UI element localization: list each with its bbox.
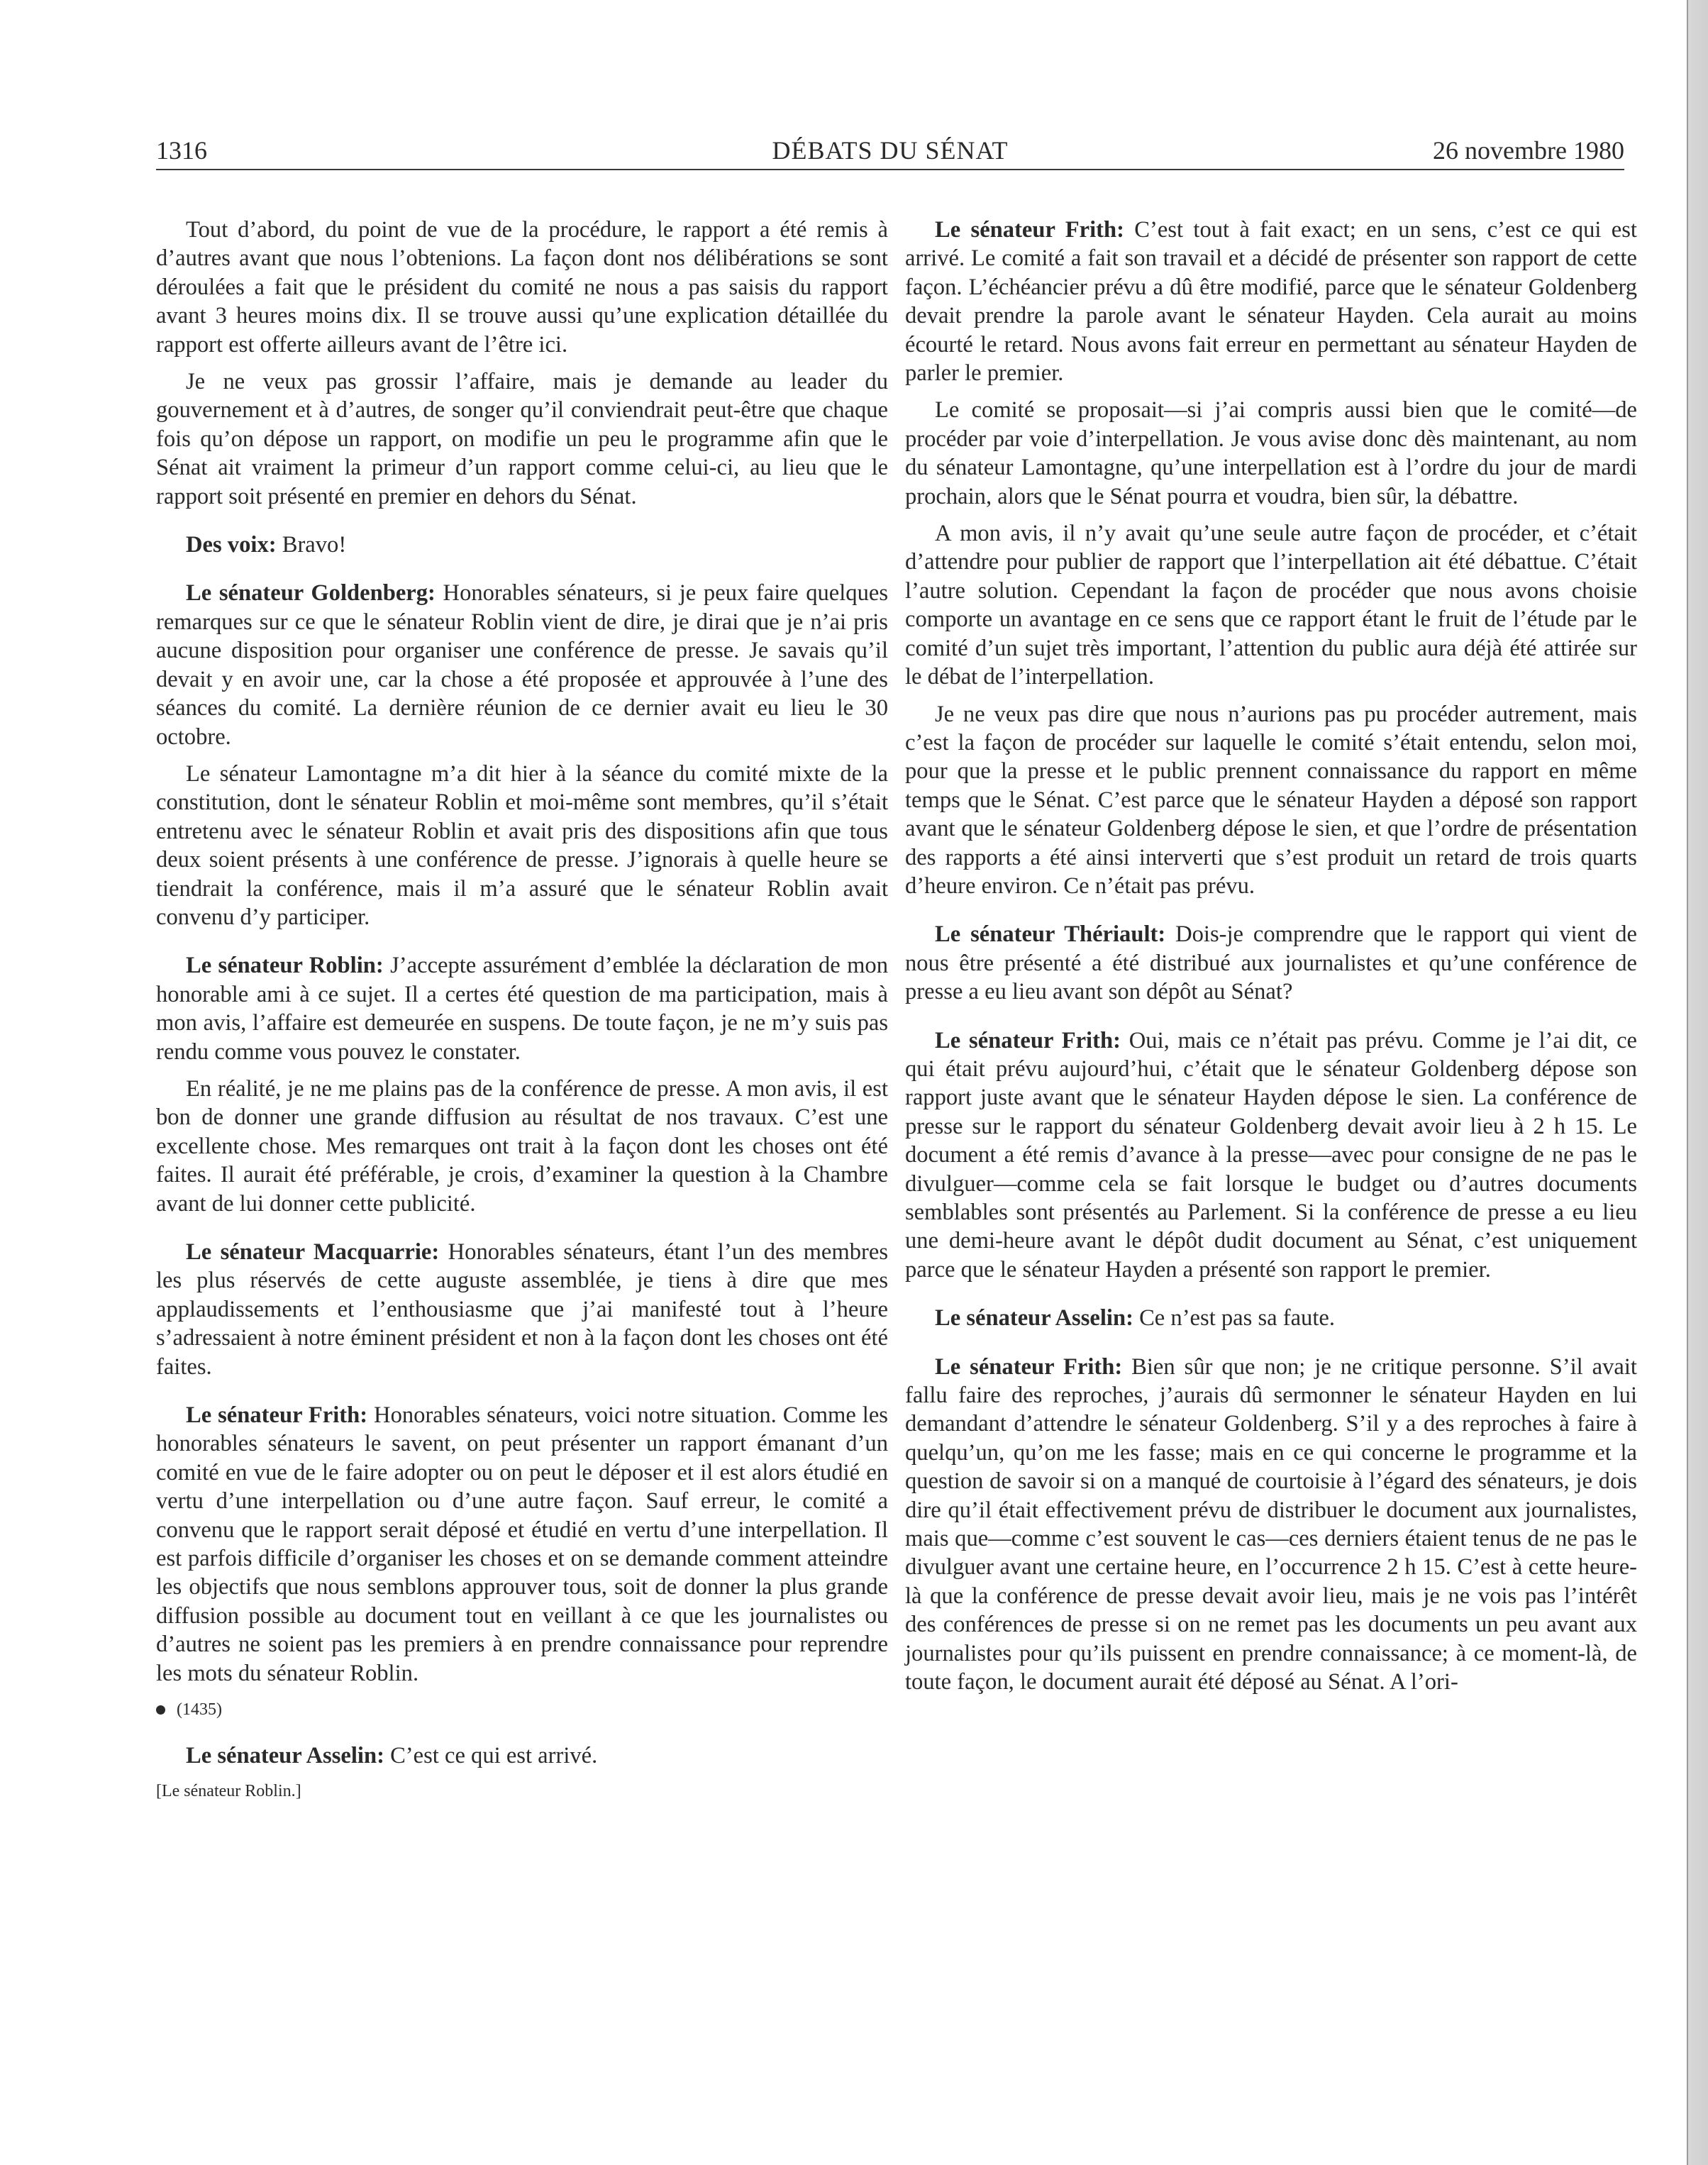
speech-text: Dois-je comprendre que le rapport qui vient de nous être présenté a été distribué aux journalistes et qu’une conférence de presse a eu lieu avant son dépôt au Sénat? — [905, 921, 1637, 1005]
speech-paragraph — [905, 1026, 1637, 1285]
speaker-name: Le sénateur Frith: — [935, 217, 1124, 243]
speaker-name: Le sénateur Goldenberg: — [186, 580, 436, 607]
speaker-name: Le sénateur Frith: — [935, 1027, 1121, 1053]
time-marker-text: (1435) — [177, 1700, 222, 1720]
header-rule — [156, 169, 1624, 170]
speaker-name: Le sénateur Asselin: — [186, 1743, 384, 1769]
bullet-dot-icon — [156, 1705, 165, 1715]
speech-paragraph — [156, 1401, 888, 1688]
left-column — [156, 216, 888, 1803]
paragraph: Le sénateur Lamontagne m’a dit hier à la séance du comité mixte de la constitution, dont le sénateur Roblin et moi-même sont membres, qu’il s’était entretenu avec le sénateur Roblin et avait pris des dispositions afin que tous deux soient présents à une conférence de presse. J’ignorais à quelle heure se tiendrait la conférence, mais il m’a assuré que le sénateur Roblin avait convenu d’y participer. — [156, 760, 888, 930]
speaker-name: Le sénateur Thériault: — [935, 921, 1166, 948]
footnote: [Le sénateur Roblin.] — [156, 1781, 301, 1800]
paragraph: Tout d’abord, du point de vue de la procédure, le rapport a été remis à d’autres avant que nous l’obtenions. La façon dont nos délibérations se sont déroulées a fait que le président du comité ne nous a pas saisis du rapport avant 3 heures moins dix. Il se trouve aussi qu’une explication détaillée du rapport est offerte ailleurs avant de l’être ici. — [156, 217, 888, 358]
speech-text: J’accepte assurément d’emblée la déclaration de mon honorable ami à ce sujet. Il a certes été question de ma participation, mais à mon avis, l’affaire est demeurée en suspens. De toute façon, je ne m’y suis pas rendu comme vous pouvez le constater. — [156, 953, 889, 1065]
paragraph: Le comité se proposait—si j’ai compris aussi bien que le comité—de procéder par voie d’interpellation. Je vous avise donc dès maintenant, au nom du sénateur Lamontagne, qu’une interpellation est à l’ordre du jour de mardi prochain, alors que le Sénat pourra et voudra, bien sûr, la débattre. — [905, 397, 1637, 509]
speech-paragraph — [156, 579, 888, 751]
speech-paragraph — [905, 1304, 1637, 1332]
issue-date: 26 novembre 1980 — [1433, 136, 1624, 165]
speech-text: C’est ce qui est arrivé. — [384, 1743, 598, 1769]
speaker-name: Le sénateur Macquarrie: — [186, 1239, 440, 1265]
paragraph: Je ne veux pas grossir l’affaire, mais je demande au leader du gouvernement et à d’autres, de songer qu’il conviendrait peut-être que chaque fois qu’on dépose un rapport, on modifie un peu le programme afin que le Sénat ait vraiment la primeur d’un rapport comme celui-ci, au lieu que le rapport soit présenté en premier en dehors du Sénat. — [156, 369, 888, 509]
speech-paragraph — [905, 920, 1637, 1006]
paragraph: A mon avis, il n’y avait qu’une seule autre façon de procéder, et c’était d’attendre pour publier de rapport que l’interpellation ait été débattue. C’était l’autre solution. Cependant la façon de procéder que nous avons choisie comporte un avantage en ce sens que ce rapport étant le fruit de l’étude par le comité d’un sujet très important, l’attention du public aura déjà été attirée sur le débat de l’interpellation. — [905, 521, 1637, 690]
speaker-name: Le sénateur Roblin: — [186, 953, 384, 979]
speech-paragraph — [905, 1353, 1637, 1697]
speech-text: Honorables sénateurs, si je peux faire quelques remarques sur ce que le sénateur Roblin vient de dire, je dirai que je n’ai pris aucune disposition pour organiser une conférence de presse. Je savais qu’il devait y en avoir une, car la chose a été proposée et approuvée à l’une des séances du comité. La dernière réunion de ce dernier avait eu lieu le 30 octobre. — [156, 580, 889, 750]
speech-paragraph — [156, 531, 888, 559]
speech-text: Bien sûr que non; je ne critique personne. S’il avait fallu faire des reproches, j’aurais dû sermonner le sénateur Hayden en lui demandant d’attendre le sénateur Goldenberg. S’il y a des reproches à faire à quelqu’un, qu’on me les fasse; mais en ce qui concerne le programme et la question de savoir si on a manqué de courtoisie à l’égard des sénateurs, je dois dire qu’il était effectivement prévu de distribuer le document aux journalistes, mais que—comme c’est souvent le cas—ces derniers étaient tenus de ne pas le divulguer avant une certaine heure, en l’occurrence 2 h 15. C’est à cette heure-là que la conférence de presse devait avoir lieu, mais je ne vois pas l’intérêt des conférences de presse si on ne remet pas les documents un peu avant aux journalistes pour qu’ils puissent en prendre connaissance; à ce moment-là, de toute façon, le document aurait été déposé au Sénat. A l’ori- — [905, 1353, 1637, 1695]
paragraph: En réalité, je ne me plains pas de la conférence de presse. A mon avis, il est bon de donner une grande diffusion au résultat de nos travaux. C’est une excellente chose. Mes remarques ont trait à la façon dont les choses ont été faites. Il aurait été préférable, je crois, d’examiner la question à la Chambre avant de lui donner cette publicité. — [156, 1075, 888, 1217]
speech-text: Bravo! — [276, 532, 347, 558]
speech-paragraph — [156, 1238, 888, 1381]
speaker-name: Le sénateur Asselin: — [935, 1305, 1133, 1331]
speech-paragraph — [156, 1742, 888, 1770]
speech-text: Oui, mais ce n’était pas prévu. Comme je l’ai dit, ce qui était prévu aujourd’hui, c’était que le sénateur Goldenberg dépose son rapport juste avant que le sénateur Hayden dépose le sien. La conférence de presse sur le rapport du sénateur Goldenberg devait avoir lieu à 2 h 15. Le document a été remis d’avance à la presse—avec pour consigne de ne pas le divulguer—comme cela se fait lorsque le budget ou d’autres documents semblables sont présentés au Parlement. Si la conférence de presse a eu lieu une demi-heure avant le dépôt dudit document au Sénat, c’est uniquement parce que le sénateur Hayden a présenté son rapport le premier. — [905, 1027, 1637, 1283]
speech-paragraph — [905, 216, 1637, 387]
speech-text: C’est tout à fait exact; en un sens, c’est ce qui est arrivé. Le comité a fait son travail et a décidé de présenter son rapport de cette façon. L’échéancier prévu a dû être modifié, parce que le sénateur Goldenberg devait prendre la parole avant le sénateur Hayden. Cela aurait au moins écourté le retard. Nous avons fait erreur en permettant au sénateur Hayden de parler le premier. — [905, 217, 1637, 387]
running-header — [156, 133, 1624, 167]
speech-text: Honorables sénateurs, voici notre situation. Comme les honorables sénateurs le savent, on peut présenter un rapport émanant d’un comité en vue de le faire adopter ou on peut le déposer et il est alors étudié en vertu d’une interpellation ou d’une autre façon. Sauf erreur, le comité a convenu que le rapport serait déposé et étudié en vertu d’une interpellation. Il est parfois difficile d’organiser les choses et on se demande comment atteindre les objectifs que nous semblons approuver tous, soit de donner la plus grande diffusion possible au document tout en veillant à ce que les journalistes ou d’autres ne soient pas les premiers à en prendre connaissance pour reprendre les mots du sénateur Roblin. — [156, 1402, 888, 1686]
speech-text: Honorables sénateurs, étant l’un des membres les plus réservés de cette auguste assemblée, je tiens à dire que mes applaudissements et l’enthousiasme que j’ai manifesté tout à l’heure s’adressaient à notre éminent président et non à la façon dont les choses ont été faites. — [156, 1239, 889, 1380]
right-column — [905, 216, 1637, 1705]
page-edge-strip — [1687, 0, 1708, 2165]
publication-title: DÉBATS DU SÉNAT — [772, 136, 1009, 165]
speaker-name: Le sénateur Frith: — [935, 1353, 1123, 1380]
time-marker — [156, 1698, 888, 1722]
paragraph: Je ne veux pas dire que nous n’aurions pas pu procéder autrement, mais c’est la façon de procéder sur laquelle le comité s’était entendu, selon moi, pour que la presse et le public prennent connaissance du rapport en même temps que le Sénat. C’est parce que le sénateur Hayden a déposé son rapport avant que le sénateur Goldenberg dépose le sien, et que l’ordre de présentation des rapports a été ainsi interverti que s’est produit un retard de trois quarts d’heure environ. Ce n’était pas prévu. — [905, 701, 1637, 899]
page-number: 1316 — [156, 136, 207, 165]
speaker-name: Des voix: — [186, 532, 277, 558]
speaker-name: Le sénateur Frith: — [186, 1402, 368, 1429]
speech-paragraph — [156, 951, 888, 1066]
speech-text: Ce n’est pas sa faute. — [1133, 1305, 1335, 1331]
